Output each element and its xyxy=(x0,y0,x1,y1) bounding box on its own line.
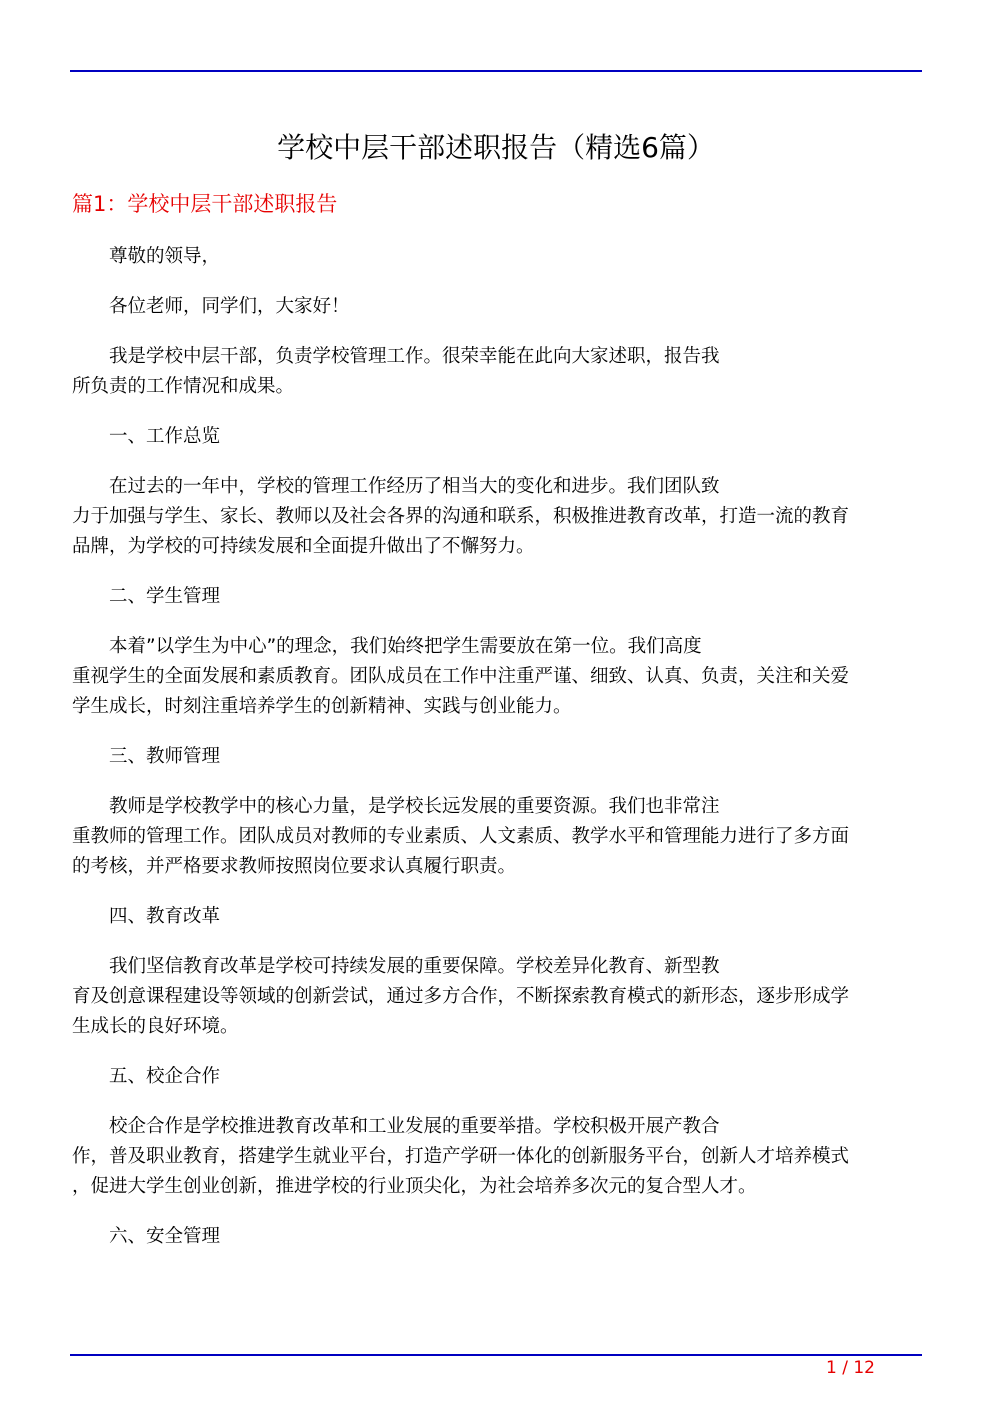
paragraph-line: 作，普及职业教育，搭建学生就业平台，打造产学研一体化的创新服务平台，创新人才培养模式 xyxy=(72,1146,850,1167)
footer-rule xyxy=(70,1354,922,1356)
paragraph-line: 二、学生管理 xyxy=(109,586,221,607)
paragraph-line: 我们坚信教育改革是学校可持续发展的重要保障。学校差异化教育、新型教 xyxy=(109,956,720,977)
paragraph-line: 生成长的良好环境。 xyxy=(72,1016,239,1037)
page-number: 1 / 12 xyxy=(826,1358,875,1378)
paragraph xyxy=(72,792,922,882)
paragraph-line: 三、教师管理 xyxy=(109,746,221,767)
paragraph-line: 四、教育改革 xyxy=(109,906,221,927)
paragraph-line: 所负责的工作情况和成果。 xyxy=(72,376,295,397)
paragraph-line: 各位老师，同学们，大家好！ xyxy=(109,296,350,317)
paragraph-line: 校企合作是学校推进教育改革和工业发展的重要举措。学校积极开展产教合 xyxy=(109,1116,720,1137)
paragraph xyxy=(72,1222,922,1252)
paragraph xyxy=(72,582,922,612)
paragraph-line: 品牌，为学校的可持续发展和全面提升做出了不懈努力。 xyxy=(72,536,535,557)
paragraph-line: 我是学校中层干部，负责学校管理工作。很荣幸能在此向大家述职，报告我 xyxy=(109,346,720,367)
paragraph xyxy=(72,242,922,272)
paragraph-line: 六、安全管理 xyxy=(109,1226,221,1247)
paragraph-line: 育及创意课程建设等领域的创新尝试，通过多方合作，不断探索教育模式的新形态，逐步形成学 xyxy=(72,986,850,1007)
paragraph xyxy=(72,292,922,322)
paragraph xyxy=(72,1112,922,1202)
paragraph-line: 一、工作总览 xyxy=(109,426,221,447)
paragraph-line: 教师是学校教学中的核心力量，是学校长远发展的重要资源。我们也非常注 xyxy=(109,796,720,817)
paragraph-line: 尊敬的领导， xyxy=(109,246,221,267)
paragraph xyxy=(72,632,922,722)
paragraph-line: ，促进大学生创业创新，推进学校的行业顶尖化，为社会培养多次元的复合型人才。 xyxy=(72,1176,757,1197)
paragraph xyxy=(72,742,922,772)
paragraph-line: 学生成长，时刻注重培养学生的创新精神、实践与创业能力。 xyxy=(72,696,572,717)
paragraph-line: 重教师的管理工作。团队成员对教师的专业素质、人文素质、教学水平和管理能力进行了多方面 xyxy=(72,826,850,847)
paragraph-line: 力于加强与学生、家长、教师以及社会各界的沟通和联系，积极推进教育改革，打造一流的教育 xyxy=(72,506,850,527)
paragraph xyxy=(72,902,922,932)
paragraph-line: 五、校企合作 xyxy=(109,1066,221,1087)
paragraph xyxy=(72,952,922,1042)
document-title: 学校中层干部述职报告（精选6篇） xyxy=(277,131,715,164)
paragraph xyxy=(72,342,922,402)
paragraph-line: 重视学生的全面发展和素质教育。团队成员在工作中注重严谨、细致、认真、负责，关注和关爱 xyxy=(72,666,850,687)
header-rule xyxy=(70,70,922,72)
paragraph xyxy=(72,1062,922,1092)
paragraph-line: 在过去的一年中，学校的管理工作经历了相当大的变化和进步。我们团队致 xyxy=(109,476,720,497)
paragraph-line: 本着”以学生为中心”的理念，我们始终把学生需要放在第一位。我们高度 xyxy=(109,636,702,657)
paragraph xyxy=(72,472,922,562)
document-body xyxy=(72,242,922,1272)
paragraph-line: 的考核，并严格要求教师按照岗位要求认真履行职责。 xyxy=(72,856,517,877)
paragraph xyxy=(72,422,922,452)
section-heading: 篇1：学校中层干部述职报告 xyxy=(72,192,338,216)
